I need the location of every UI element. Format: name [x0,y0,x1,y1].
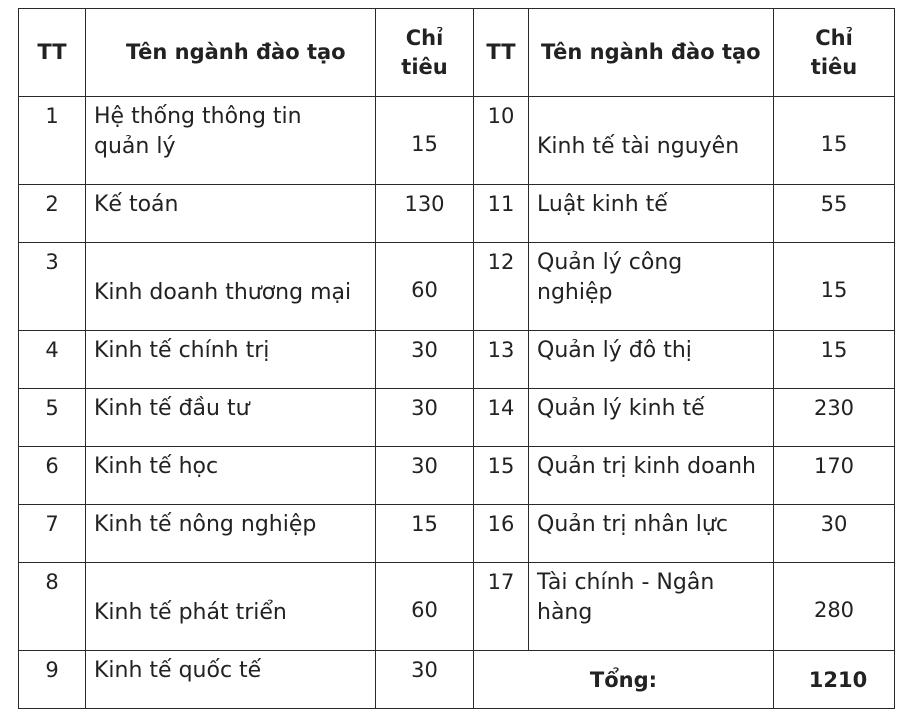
right-quota-cell: 230 [774,389,895,447]
table-row [19,505,895,563]
left-tt-cell: 7 [19,505,86,563]
program-name-line: Kinh doanh thương mại [94,280,352,305]
left-name-cell [86,563,376,651]
left-quota-cell: 60 [376,243,474,331]
right-name-cell [529,505,774,563]
left-tt-cell: 6 [19,447,86,505]
header-row [19,9,895,97]
header-tt-right: TT [474,9,529,97]
left-tt-cell: 5 [19,389,86,447]
left-tt-cell: 2 [19,185,86,243]
program-name-line: Quản lý công [537,250,683,275]
left-name-cell [86,185,376,243]
right-quota-cell: 15 [774,331,895,389]
left-quota-cell: 30 [376,331,474,389]
program-name-line: quản lý [94,134,176,159]
right-quota-cell: 170 [774,447,895,505]
left-quota-cell: 15 [376,505,474,563]
right-name-cell [529,243,774,331]
right-quota-cell: 15 [774,97,895,185]
table-row [19,97,895,185]
program-name-line: Kinh tế phát triển [94,600,287,625]
admission-quota-table [18,8,895,709]
program-name-line [537,102,767,132]
total-value: 1210 [774,651,895,709]
left-tt-cell: 4 [19,331,86,389]
right-name-cell [529,563,774,651]
left-name-cell [86,331,376,389]
program-name-line: nghiệp [537,280,613,305]
program-name-line [94,568,369,598]
program-name-line: Luật kinh tế [537,192,668,217]
table-row [19,389,895,447]
right-tt-cell: 12 [474,243,529,331]
table-row [19,185,895,243]
left-name-cell [86,243,376,331]
left-name-cell [86,651,376,709]
program-name-line: Quản lý đô thị [537,338,692,363]
header-quota: Chỉ tiêu [376,9,474,97]
table-row [19,447,895,505]
header-name: Tên ngành đào tạo [86,9,376,97]
left-name-cell [86,389,376,447]
right-name-cell [529,447,774,505]
program-name-line: Kinh tế nông nghiệp [94,512,317,537]
program-name-line: Quản lý kinh tế [537,396,705,421]
program-name-line: Kinh tế chính trị [94,338,270,363]
header-name-right: Tên ngành đào tạo [529,9,774,97]
left-quota-cell: 60 [376,563,474,651]
right-tt-cell: 16 [474,505,529,563]
left-quota-cell: 15 [376,97,474,185]
left-quota-cell: 30 [376,447,474,505]
right-tt-cell: 13 [474,331,529,389]
program-name-line: Kinh tế tài nguyên [537,134,740,159]
left-name-cell [86,447,376,505]
table-row [19,243,895,331]
left-quota-cell: 130 [376,185,474,243]
right-tt-cell: 11 [474,185,529,243]
left-tt-cell: 3 [19,243,86,331]
right-tt-cell: 17 [474,563,529,651]
left-name-cell [86,97,376,185]
program-name-line: Kinh tế đầu tư [94,396,250,421]
total-label: Tổng: [474,651,774,709]
left-quota-cell: 30 [376,389,474,447]
program-name-line: Hệ thống thông tin [94,104,302,129]
table-row [19,651,895,709]
right-tt-cell: 14 [474,389,529,447]
right-tt-cell: 15 [474,447,529,505]
header-tt: TT [19,9,86,97]
right-name-cell [529,389,774,447]
header-quota-right: Chỉ tiêu [774,9,895,97]
program-name-line [94,248,369,278]
left-tt-cell: 9 [19,651,86,709]
table-row [19,563,895,651]
left-quota-cell: 30 [376,651,474,709]
left-name-cell [86,505,376,563]
program-name-line: Kinh tế quốc tế [94,658,262,683]
right-quota-cell: 55 [774,185,895,243]
right-tt-cell: 10 [474,97,529,185]
right-quota-cell: 15 [774,243,895,331]
left-tt-cell: 1 [19,97,86,185]
right-name-cell [529,97,774,185]
program-name-line: hàng [537,600,593,625]
program-name-line: Quản trị kinh doanh [537,454,756,479]
left-tt-cell: 8 [19,563,86,651]
right-quota-cell: 280 [774,563,895,651]
right-quota-cell: 30 [774,505,895,563]
program-name-line: Quản trị nhân lực [537,512,728,537]
right-name-cell [529,185,774,243]
right-name-cell [529,331,774,389]
program-name-line: Kế toán [94,192,179,217]
program-name-line: Tài chính - Ngân [537,570,715,595]
program-name-line: Kinh tế học [94,454,219,479]
table-row [19,331,895,389]
